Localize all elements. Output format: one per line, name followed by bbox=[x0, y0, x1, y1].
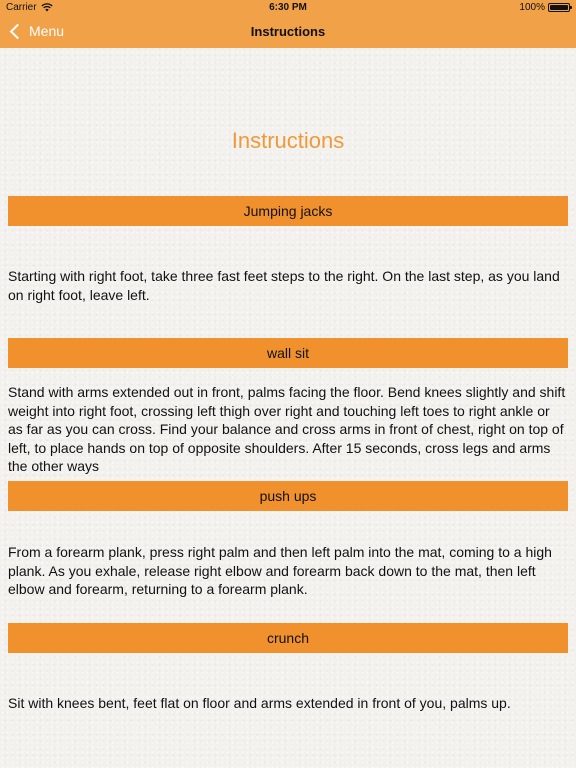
section-header-push-ups: push ups bbox=[8, 481, 568, 511]
battery-info bbox=[519, 2, 570, 13]
nav-title: Instructions bbox=[250, 24, 326, 39]
section-text-crunch: Sit with knees bent, feet flat on floor and arms extended in front of you, palms up. bbox=[8, 695, 511, 711]
back-button-label: Menu bbox=[29, 23, 65, 39]
status-bar bbox=[0, 0, 576, 16]
navigation-bar bbox=[0, 16, 576, 48]
page-title: Instructions bbox=[231, 128, 345, 153]
carrier-label: Carrier bbox=[6, 2, 37, 13]
battery-icon bbox=[548, 3, 570, 12]
section-header-wall-sit: wall sit bbox=[8, 338, 568, 368]
battery-percent: 100% bbox=[519, 2, 545, 13]
section-text-push-ups: From a forearm plank, press right palm and then left palm into the mat, coming to a high plank. As you exhale, release right elbow and forearm back down to the mat, then left elbow and forearm, returning to a forearm plank. bbox=[8, 544, 552, 597]
status-time: 6:30 PM bbox=[269, 2, 307, 13]
section-header-crunch: crunch bbox=[8, 623, 568, 653]
section-header-jumping-jacks: Jumping jacks bbox=[8, 196, 568, 226]
section-text-wall-sit: Stand with arms extended out in front, palms facing the floor. Bend knees slightly and shift weight into right foot, crossing left thigh over right and touching left toes to right ankle or as far as you can cross. Find your balance and cross arms in front of chest, right on top of left, to place hands on top of opposite shoulders. After 15 seconds, cross legs and arms the other ways bbox=[8, 384, 566, 474]
top-bar bbox=[0, 0, 576, 48]
section-text-jumping-jacks: Starting with right foot, take three fast feet steps to the right. On the last step, as you land on right foot, leave left. bbox=[8, 268, 560, 303]
